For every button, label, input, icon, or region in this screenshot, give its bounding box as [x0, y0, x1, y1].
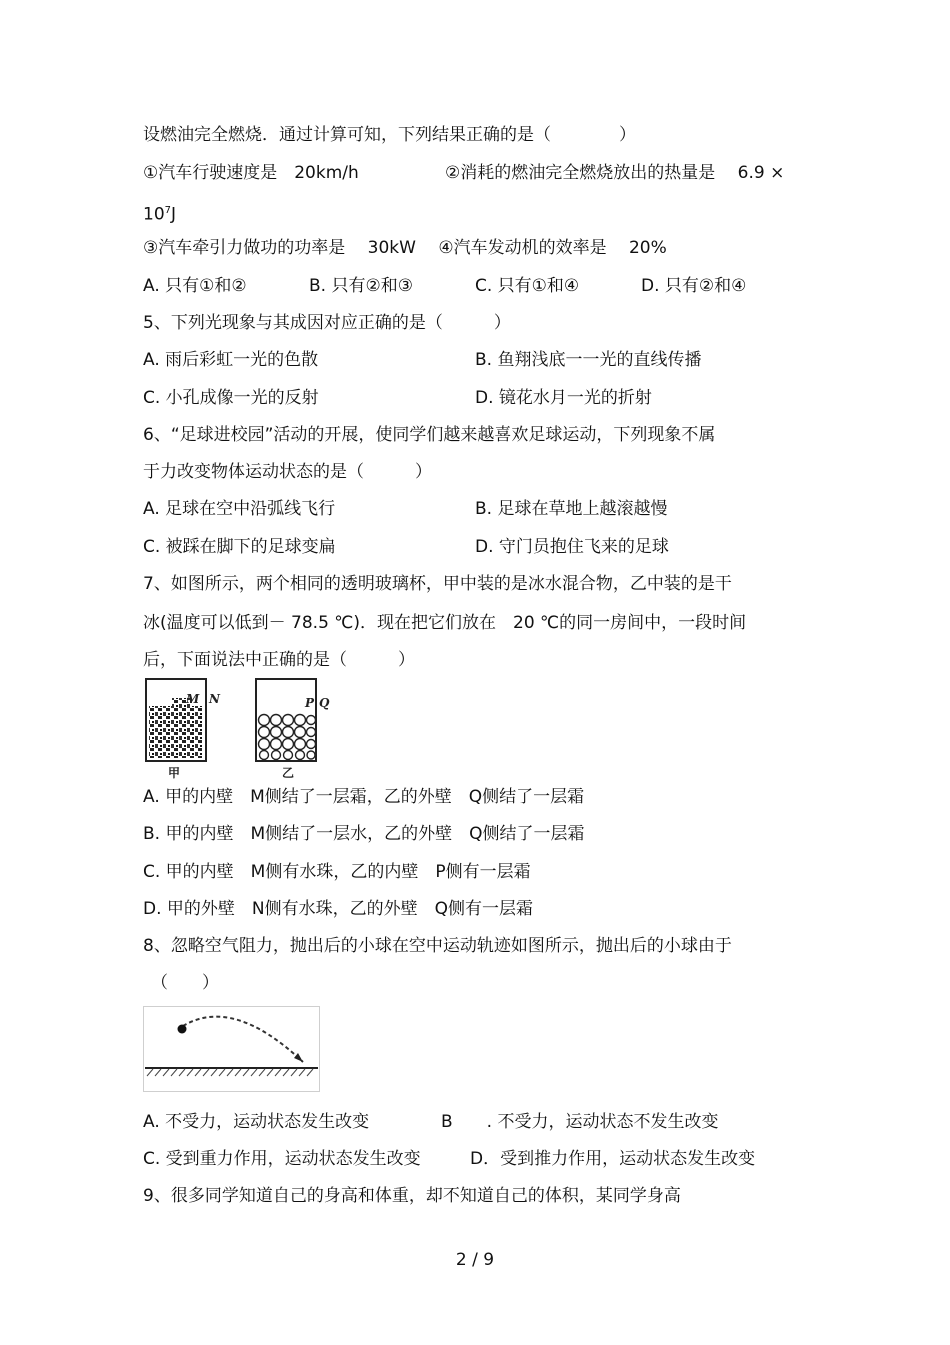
label-m: M	[186, 692, 200, 706]
q5-option-b: B. 鱼翔浅底一一光的直线传播	[475, 350, 702, 370]
label-jia: 甲	[168, 766, 181, 780]
q4-option-a: A. 只有①和②	[143, 276, 247, 296]
q7-option-c: C. 甲的内壁 M侧有水珠，乙的内壁 P侧有一层霜	[143, 862, 531, 882]
q7-stem-line3: 后，下面说法中正确的是（ ）	[143, 650, 415, 670]
q8-option-b: B . 不受力，运动状态不发生改变	[441, 1112, 719, 1132]
power-exponent: 7	[164, 205, 172, 216]
q7-option-a: A. 甲的内壁 M侧结了一层霜，乙的外壁 Q侧结了一层霜	[143, 787, 585, 807]
label-yi: 乙	[282, 766, 295, 780]
power-unit: J	[171, 204, 177, 225]
q6-option-c: C. 被踩在脚下的足球变扁	[143, 537, 336, 557]
q4-option-c: C. 只有①和④	[475, 276, 580, 296]
q4-stem-continuation: 设燃油完全燃烧．通过计算可知，下列结果正确的是（ ）	[143, 125, 636, 145]
q6-option-d: D. 守门员抱住飞来的足球	[475, 537, 669, 557]
power-base: 10	[143, 204, 165, 225]
q6-option-a: A. 足球在空中沿弧线飞行	[143, 499, 336, 519]
q4-statement-3-4: ③汽车牵引力做功的功率是 30kW ④汽车发动机的效率是 20%	[143, 238, 667, 258]
page-number: 2 / 9	[455, 1250, 495, 1270]
q4-statement-2: ②消耗的燃油完全燃烧放出的热量是 6.9 ×	[445, 163, 785, 183]
q4-option-b: B. 只有②和③	[309, 276, 413, 296]
q9-stem: 9、很多同学知道自己的身高和体重，却不知道自己的体积，某同学身高	[143, 1186, 681, 1206]
cup-yi	[256, 679, 316, 761]
q4-option-d: D. 只有②和④	[641, 276, 747, 296]
q4-statement-1: ①汽车行驶速度是 20km/h	[143, 163, 359, 183]
q5-stem: 5、下列光现象与其成因对应正确的是（ ）	[143, 313, 511, 333]
q7-stem-line2: 冰(温度可以低到－ 78.5 ℃)．现在把它们放在 20 ℃的同一房间中，一段时间	[143, 613, 747, 633]
q7-option-d: D. 甲的外壁 N侧有水珠，乙的外壁 Q侧有一层霜	[143, 899, 533, 919]
label-n: N	[209, 692, 220, 706]
ball-icon	[178, 1025, 187, 1034]
q8-option-a: A. 不受力，运动状态发生改变	[143, 1112, 370, 1132]
q5-option-c: C. 小孔成像一光的反射	[143, 388, 319, 408]
q6-stem-line2: 于力改变物体运动状态的是（ ）	[143, 462, 432, 482]
q5-option-d: D. 镜花水月一光的折射	[475, 388, 652, 408]
label-p: P	[305, 696, 315, 710]
cups-figure	[142, 676, 342, 780]
q7-option-b: B. 甲的内壁 M侧结了一层水，乙的外壁 Q侧结了一层霜	[143, 824, 585, 844]
q4-statement-2-unit	[143, 200, 176, 226]
q8-option-c: C. 受到重力作用，运动状态发生改变	[143, 1149, 421, 1169]
q6-stem-line1: 6、“足球进校园”活动的开展，使同学们越来越喜欢足球运动，下列现象不属	[143, 425, 716, 445]
q7-stem-line1: 7、如图所示，两个相同的透明玻璃杯，甲中装的是冰水混合物，乙中装的是干	[143, 574, 732, 594]
label-q: Q	[319, 696, 330, 710]
q8-stem-line2: （ ）	[151, 973, 219, 993]
q8-option-d: D．受到推力作用，运动状态发生改变	[470, 1149, 756, 1169]
trajectory-figure	[143, 1006, 320, 1092]
q5-option-a: A. 雨后彩虹一光的色散	[143, 350, 319, 370]
q6-option-b: B. 足球在草地上越滚越慢	[475, 499, 668, 519]
q8-stem-line1: 8、忽略空气阻力，抛出后的小球在空中运动轨迹如图所示，抛出后的小球由于	[143, 936, 732, 956]
